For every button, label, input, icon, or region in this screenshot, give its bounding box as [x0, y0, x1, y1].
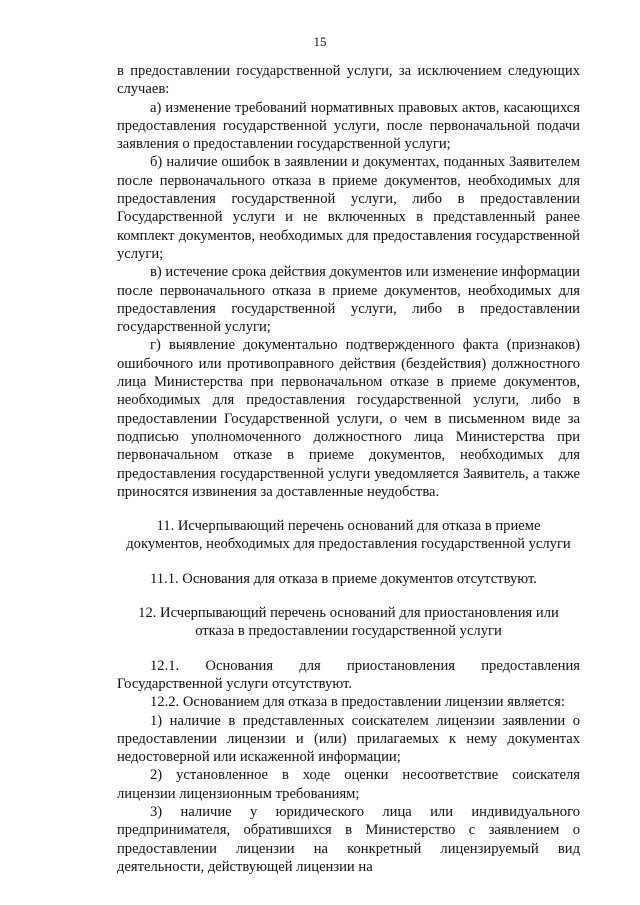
list-item-a: а) изменение требований нормативных правовых актов, касающихся предоставления государственной услуги, после первоначальной подачи заявления о предоставлении государственной услуги;	[117, 99, 580, 153]
page-number: 15	[313, 34, 327, 49]
list-item-b: б) наличие ошибок в заявлении и документах, поданных Заявителем после первоначального отказа в приеме документов, необходимых для предоставления государственной услуги, либо в предоставлении Государственной услуги и не включенных в представленный ранее комплект документов, необходимых для предоставления государственной услуги;	[117, 154, 580, 262]
list-item-g: г) выявление документально подтвержденного факта (признаков) ошибочного или противоправного действия (бездействия) должностного лица Министерства при первоначальном отказе в приеме документов, необходимых для предоставления государственной услуги, либо в предоставлении Государственной услуги, о чем в письменном виде за подписью уполномоченного должностного лица Министерства при первоначальном отказе в приеме документов, необходимых для предоставления государственной услуги уведомляется Заявитель, а также приносятся извинения за доставленные неудобства.	[117, 337, 580, 500]
paragraph-11-1: 11.1. Основания для отказа в приеме документов отсутствуют.	[150, 570, 537, 587]
list-item-2: 2) установленное в ходе оценки несоответствие соискателя лицензии лицензионным требованиям;	[117, 767, 580, 802]
list-item-3: 3) наличие у юридического лица или индивидуального предпринимателя, обратившихся в Министерство с заявлением о предоставлении лицензии на конкретный лицензируемый вид деятельности, действующей лицензии на	[117, 803, 580, 875]
list-item-1: 1) наличие в представленных соискателем лицензии заявлении о предоставлении лицензии и (или) прилагаемых к нему документах недостоверной или искаженной информации;	[117, 712, 580, 766]
section-11-heading: 11. Исчерпывающий перечень оснований для отказа в приеме документов, необходимых для предоставления государственной услуги	[126, 518, 571, 553]
section-12-heading: 12. Исчерпывающий перечень оснований для приостановления или отказа в предоставлении государственной услуги	[138, 605, 559, 640]
paragraph-12-1: 12.1. Основания для приостановления предоставления Государственной услуги отсутствуют.	[117, 657, 580, 692]
list-item-v: в) истечение срока действия документов или изменение информации после первоначального отказа в приеме документов, необходимых для предоставления государственной услуги, либо в предоставлении государственной услуги;	[117, 264, 580, 336]
paragraph-continuation: в предоставлении государственной услуги, за исключением следующих случаев:	[117, 63, 580, 98]
paragraph-12-2: 12.2. Основанием для отказа в предоставлении лицензии является:	[150, 694, 565, 711]
document-body	[117, 62, 580, 876]
